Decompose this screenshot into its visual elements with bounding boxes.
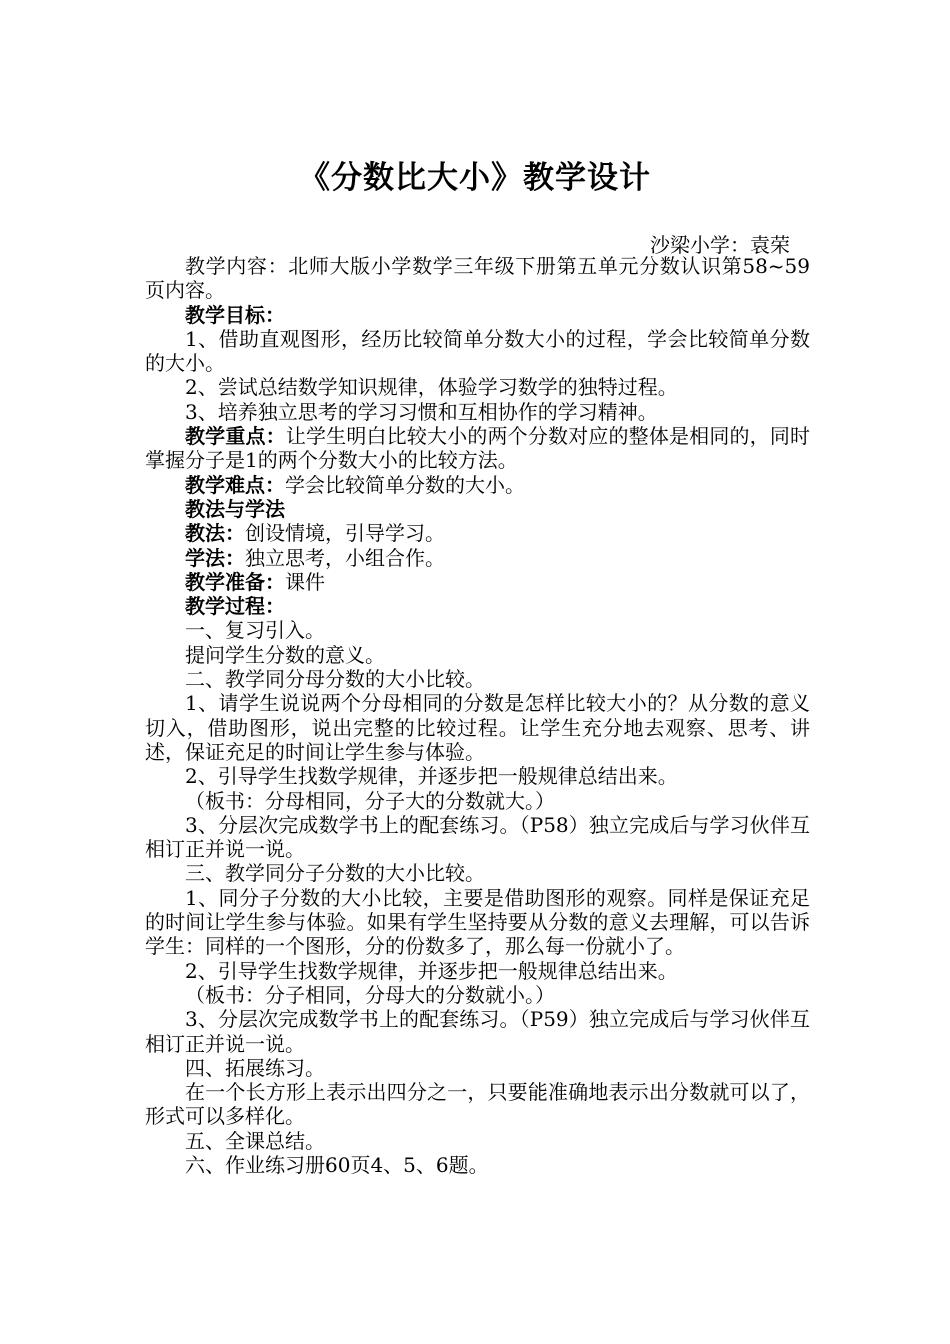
process-item: 三、教学同分子分数的大小比较。 — [185, 861, 485, 886]
process-heading: 教学过程： — [185, 594, 285, 619]
document-title: 《分数比大小》教学设计 — [299, 160, 651, 196]
process-item: 2、引导学生找数学规律，并逐步把一般规律总结出来。 — [185, 764, 678, 789]
goals-heading: 教学目标： — [185, 302, 285, 327]
learning-method-label: 学法： — [185, 545, 245, 570]
teaching-content-text: 北师大版小学数学三年级下册第五单元分数认识第58~59页内容。 — [145, 254, 811, 303]
learning-method — [145, 546, 810, 570]
key-point-label: 教学重点： — [185, 424, 286, 449]
process-item: 六、作业练习册60页4、5、6题。 — [185, 1152, 489, 1177]
key-point — [145, 424, 810, 473]
goal-item: 1、借助直观图形，经历比较简单分数大小的过程，学会比较简单分数的大小。 — [145, 326, 810, 376]
learning-method-text: 独立思考，小组合作。 — [245, 545, 445, 570]
author-line: 沙梁小学：袁荣 — [650, 233, 790, 257]
process-item: 3、分层次完成数学书上的配套练习。（P59）独立完成后与学习伙伴互相订正并说一说。 — [145, 1007, 810, 1056]
preparation — [145, 570, 810, 594]
key-point-text: 让学生明白比较大小的两个分数对应的整体是相同的，同时掌握分子是1的两个分数大小的比较方法。 — [145, 424, 811, 473]
methods-heading: 教法与学法 — [185, 496, 285, 521]
preparation-label: 教学准备： — [185, 569, 285, 594]
process-item: 1、请学生说说两个分母相同的分数是怎样比较大小的？从分数的意义切入，借助图形，说出完整的比较过程。让学生充分地去观察、思考、讲述，保证充足的时间让学生参与体验。 — [145, 691, 810, 764]
teaching-content-label: 教学内容： — [185, 254, 289, 278]
process-item: 一、复习引入。 — [185, 618, 325, 643]
process-item: 1、同分子分数的大小比较，主要是借助图形的观察。同样是保证充足的时间让学生参与体验。如果有学生坚持要从分数的意义去理解，可以告诉学生：同样的一个图形，分的份数多了，那么每一份就小了。 — [145, 885, 810, 959]
teaching-method-label: 教法： — [185, 521, 245, 546]
process-item: 提问学生分数的意义。 — [185, 642, 385, 667]
teaching-method-text: 创设情境，引导学习。 — [245, 521, 445, 546]
document-body — [145, 254, 810, 1177]
process-item: 二、教学同分母分数的大小比较。 — [185, 667, 485, 692]
preparation-text: 课件 — [285, 569, 325, 594]
process-item: 四、拓展练习。 — [185, 1055, 325, 1080]
teaching-method — [145, 521, 810, 545]
process-item: 3、分层次完成数学书上的配套练习。（P58）独立完成后与学习伙伴互相订正并说一说。 — [145, 812, 810, 862]
process-item: 五、全课总结。 — [185, 1128, 325, 1153]
difficulty — [145, 473, 810, 497]
process-item: （板书：分子相同，分母大的分数就小。） — [185, 982, 555, 1007]
difficulty-text: 学会比较简单分数的大小。 — [285, 472, 525, 497]
goal-item: 3、培养独立思考的学习习惯和互相协作的学习精神。 — [185, 399, 658, 424]
process-item: （板书：分母相同，分子大的分数就大。） — [185, 788, 555, 813]
process-item: 2、引导学生找数学规律，并逐步把一般规律总结出来。 — [185, 958, 678, 983]
process-item: 在一个长方形上表示出四分之一，只要能准确地表示出分数就可以了，形式可以多样化。 — [145, 1080, 810, 1129]
difficulty-label: 教学难点： — [185, 472, 285, 497]
teaching-content — [145, 254, 810, 303]
goal-item: 2、尝试总结数学知识规律，体验学习数学的独特过程。 — [185, 375, 678, 400]
